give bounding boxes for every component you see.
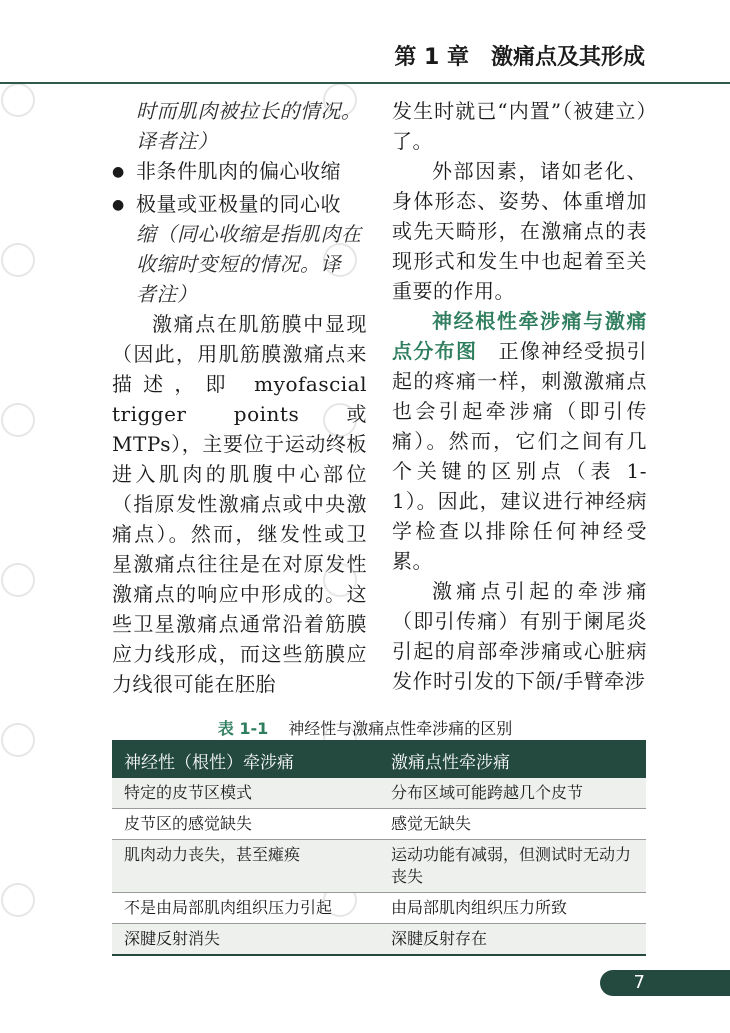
list-item bbox=[112, 156, 367, 189]
table-row bbox=[112, 840, 646, 893]
body-paragraph: 外部因素，诸如老化、身体形态、姿势、体重增加或先天畸形，在激痛点的表现形式和发生中也起着至关重要的作用。 bbox=[392, 159, 647, 303]
column-header: 神经性（根性）牵涉痛 bbox=[112, 740, 379, 778]
list-item-line: 者注） bbox=[136, 282, 198, 306]
list-item-line: 极量或亚极量的同心收 bbox=[136, 192, 341, 216]
table-cell: 不是由局部肌肉组织压力引起 bbox=[112, 893, 379, 924]
table-row bbox=[112, 893, 646, 924]
table-cell: 深腱反射存在 bbox=[379, 924, 646, 956]
table-row bbox=[112, 809, 646, 840]
table-cell: 感觉无缺失 bbox=[379, 809, 646, 840]
table-caption bbox=[0, 716, 730, 739]
body-paragraph: 发生时就已“内置”（被建立）了。 bbox=[392, 99, 647, 153]
list-item-text: 非条件肌肉的偏心收缩 bbox=[136, 159, 341, 183]
body-paragraph: 激痛点引起的牵涉痛（即引传痛）有别于阑尾炎引起的肩部牵涉痛或心脏病发作时引发的下颌/手臂牵涉 bbox=[392, 579, 647, 693]
comparison-table bbox=[112, 740, 646, 956]
table-number: 表 1-1 bbox=[217, 719, 269, 738]
table-cell: 分布区域可能跨越几个皮节 bbox=[379, 778, 646, 809]
page-number-tab bbox=[600, 970, 730, 996]
table-row bbox=[112, 778, 646, 809]
table-cell: 由局部肌肉组织压力所致 bbox=[379, 893, 646, 924]
section-body: 正像神经受损引起的疼痛一样，刺激激痛点也会引起牵涉痛（即引传痛）。然而，它们之间有几个关键的区别点（表 1-1）。因此，建议进行神经病学检查以排除任何神经受累。 bbox=[392, 339, 648, 573]
right-column bbox=[392, 96, 647, 696]
table-cell: 皮节区的感觉缺失 bbox=[112, 809, 379, 840]
list-item-line: 缩（同心收缩是指肌肉在 bbox=[136, 222, 362, 246]
table-title: 神经性与激痛点性牵涉痛的区别 bbox=[288, 719, 513, 738]
section-heading: 神经根性牵涉痛与激痛点分布图 bbox=[392, 309, 647, 363]
table-cell: 肌肉动力丧失，甚至瘫痪 bbox=[112, 840, 379, 893]
list-continuation bbox=[112, 96, 367, 156]
table-cell: 运动功能有减弱，但测试时无动力丧失 bbox=[379, 840, 646, 893]
list-item-line: 收缩时变短的情况。译 bbox=[136, 252, 341, 276]
list-item bbox=[112, 189, 367, 309]
table-row bbox=[112, 924, 646, 956]
header-divider bbox=[0, 82, 730, 84]
table-header-row bbox=[112, 740, 646, 778]
body-paragraph bbox=[392, 306, 647, 576]
bullet-icon bbox=[112, 156, 136, 189]
left-column bbox=[112, 96, 367, 699]
column-header: 激痛点性牵涉痛 bbox=[379, 740, 646, 778]
table-cell: 深腱反射消失 bbox=[112, 924, 379, 956]
list-item-text bbox=[136, 189, 362, 309]
chapter-title: 第 1 章 激痛点及其形成 bbox=[394, 45, 645, 70]
body-paragraph: 激痛点在肌筋膜中显现（因此，用肌筋膜激痛点来描述，即 myofascial trigger points 或 MTPs），主要位于运动终板进入肌肉的肌腹中心部位（指原发性激痛点或中央激痛点）。然而，继发性或卫星激痛点往往是在对原发性激痛点的响应中形成的。这些卫星激痛点通常沿着筋膜应力线形成，而这些筋膜应力线很可能在胚胎 bbox=[112, 312, 367, 696]
list-continuation-note: 译者注） bbox=[136, 129, 218, 153]
table-cell: 特定的皮节区模式 bbox=[112, 778, 379, 809]
bullet-icon bbox=[112, 189, 136, 309]
list-continuation-text: 时而肌肉被拉长的情况。 bbox=[136, 99, 362, 123]
page-number: 7 bbox=[633, 972, 645, 993]
